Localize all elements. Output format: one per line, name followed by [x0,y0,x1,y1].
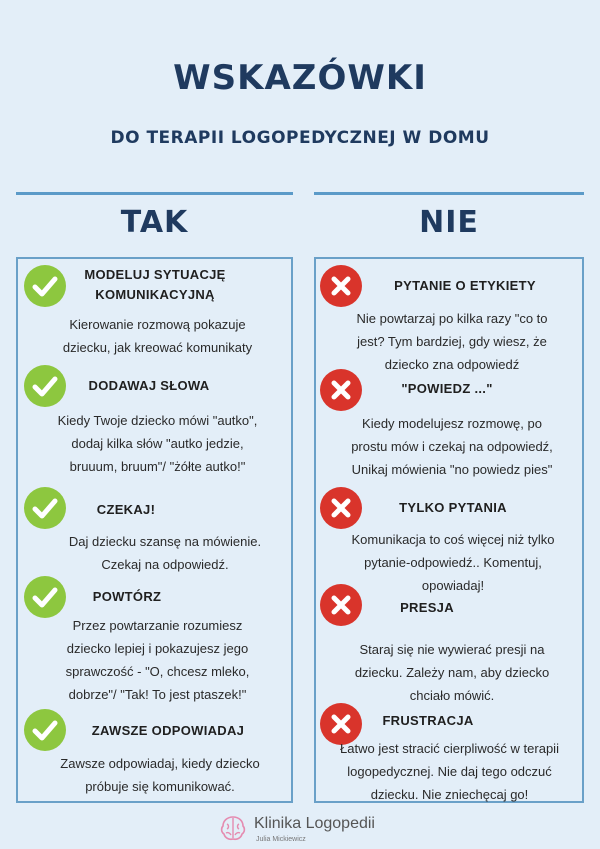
no-item-heading: FRUSTRACJA [382,713,474,728]
page-subtitle: DO TERAPII LOGOPEDYCZNEJ W DOMU [110,128,490,148]
checkmark-icon [24,709,66,751]
footer-name: Klinika Logopedii [254,815,375,832]
yes-item-text: Daj dziecku szansę na mówienie. Czekaj na odpowiedź. [68,534,262,572]
column-heading-yes: TAK [120,205,189,240]
yes-item-text: Kierowanie rozmową pokazuje dziecku, jak kreować komunikaty [62,317,253,355]
checkmark-icon [24,265,66,307]
divider-left [16,192,293,195]
checkmark-icon [24,365,66,407]
no-item-text: Kiedy modelujesz rozmowę, po prostu mów i czekaj na odpowiedź, Unikaj mówienia "no powiedz pies" [351,416,553,477]
yes-item-heading: DODAWAJ SŁOWA [88,378,210,393]
no-item-text: Łatwo jest stracić cierpliwość w terapii logopedycznej. Nie daj tego odczuć dziecku. Nie zniechęcaj go! [340,741,559,802]
no-item-text: Nie powtarzaj po kilka razy "co to jest? Tym bardziej, gdy wiesz, że dziecko zna odpowiedź [356,311,548,372]
checkmark-icon [24,576,66,618]
yes-item-heading: CZEKAJ! [96,502,156,517]
yes-item-heading: ZAWSZE ODPOWIADAJ [91,723,245,738]
yes-item-heading: POWTÓRZ [92,589,162,604]
page-title: WSKAZÓWKI [173,58,427,98]
footer-author: Julia Mickiewicz [256,836,306,843]
brain-logo-icon [218,813,248,843]
yes-item-text: Zawsze odpowiadaj, kiedy dziecko próbuje się komunikować. [60,756,260,794]
no-item-text: Staraj się nie wywierać presji na dziecku. Zależy nam, aby dziecko chciało mówić. [354,642,550,703]
no-item-heading: "POWIEDZ ..." [401,381,493,396]
no-item-text: Komunikacja to coś więcej niż tylko pytanie-odpowiedź.. Komentuj, opowiadaj! [351,532,555,593]
divider-right [314,192,584,195]
no-item-heading: TYLKO PYTANIA [399,500,507,515]
yes-item-text: Kiedy Twoje dziecko mówi "autko", dodaj kilka słów "autko jedzie, bruuum, bruum"/ "żółte autko!" [57,413,258,474]
cross-icon [320,265,362,307]
no-item-heading: PYTANIE O ETYKIETY [394,278,536,293]
cross-icon [320,369,362,411]
cross-icon [320,584,362,626]
column-heading-no: NIE [419,205,479,240]
cross-icon [320,487,362,529]
yes-item-text: Przez powtarzanie rozumiesz dziecko lepiej i pokazujesz jego sprawczość - "O, chcesz mleko, dobrze"/ "Tak! To jest ptaszek!" [65,618,250,702]
checkmark-icon [24,487,66,529]
no-item-heading: PRESJA [400,600,454,615]
yes-item-heading: MODELUJ SYTUACJĘ KOMUNIKACYJNĄ [84,267,226,302]
